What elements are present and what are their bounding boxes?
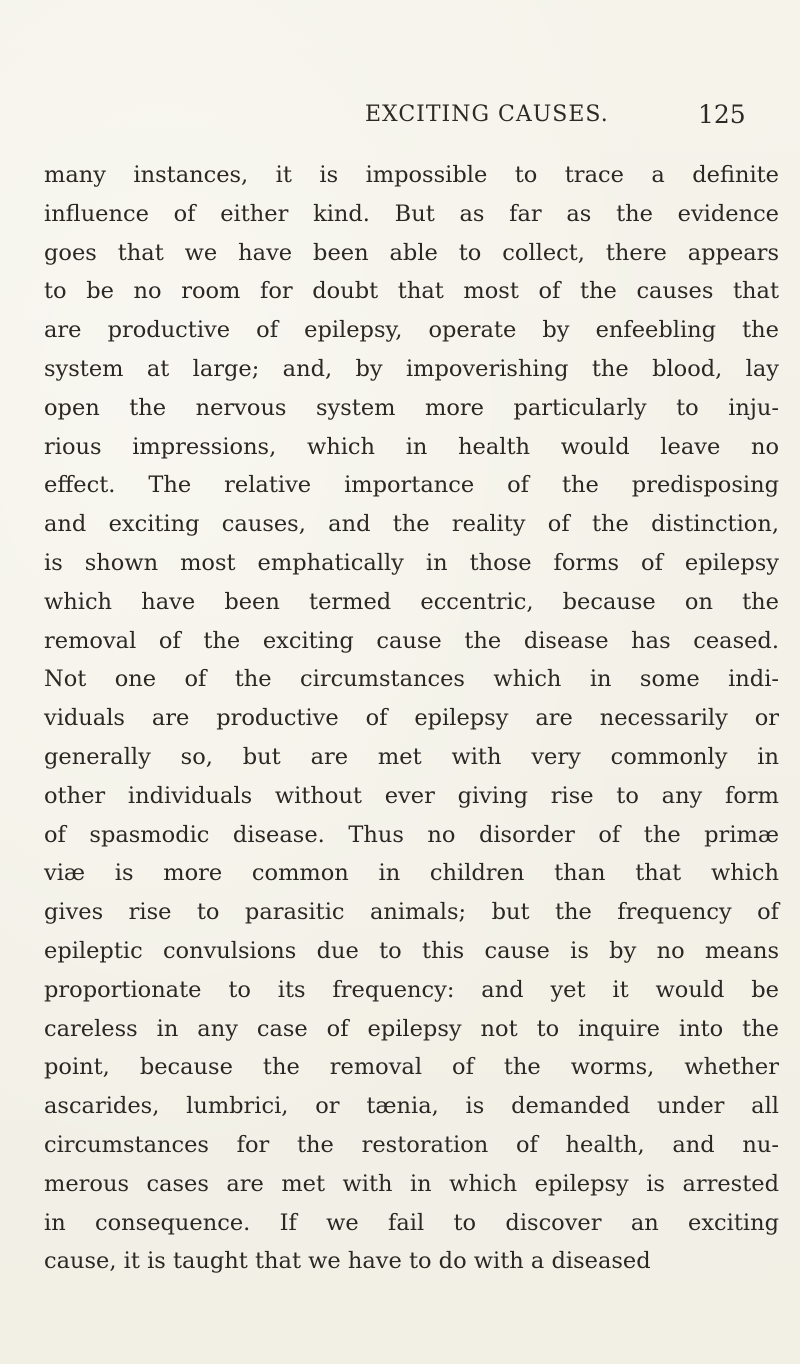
text-line: generally so, but are met with very commonly in [44,743,779,770]
text-line: other individuals without ever giving rise to any form [44,782,779,809]
text-line: point, because the removal of the worms, whether [44,1054,779,1081]
text-line: gives rise to parasitic animals; but the frequency of [44,899,779,926]
text-line: proportionate to its frequency: and yet it would be [44,976,779,1003]
text-line: of spasmodic disease. Thus no disorder of the primæ [44,821,779,848]
text-line: goes that we have been able to collect, there appears [44,239,779,266]
text-line: in consequence. If we fail to discover an exciting [44,1209,779,1236]
text-line: and exciting causes, and the reality of the distinction, [44,511,779,538]
text-line: rious impressions, which in health would leave no [44,433,779,460]
text-line: Not one of the circumstances which in some indi- [44,666,779,693]
text-line: effect. The relative importance of the predisposing [44,472,779,499]
text-line: viæ is more common in children than that which [44,860,779,887]
text-line: merous cases are met with in which epilepsy is arrested [44,1170,779,1197]
text-line: system at large; and, by impoverishing the blood, lay [44,355,779,382]
body-text [44,156,779,1281]
text-line: to be no room for doubt that most of the causes that [44,278,779,305]
text-line: viduals are productive of epilepsy are necessarily or [44,705,779,732]
text-line: ascarides, lumbrici, or tænia, is demanded under all [44,1093,779,1120]
text-line: circumstances for the restoration of health, and nu- [44,1131,779,1158]
page-number: 125 [698,100,746,129]
text-line: many instances, it is impossible to trace a definite [44,162,779,188]
text-line: are productive of epilepsy, operate by enfeebling the [44,317,779,344]
text-line: epileptic convulsions due to this cause is by no means [44,937,779,964]
text-line: careless in any case of epilepsy not to inquire into the [44,1015,779,1042]
text-line: which have been termed eccentric, because on the [44,588,779,615]
text-line: removal of the exciting cause the disease has ceased. [44,627,779,654]
text-line: open the nervous system more particularly to inju- [44,394,779,421]
text-line: is shown most emphatically in those forms of epilepsy [44,549,779,576]
text-line: influence of either kind. But as far as the evidence [44,200,779,227]
running-head [0,96,800,136]
text-line: cause, it is taught that we have to do with a diseased [44,1248,651,1275]
running-title: EXCITING CAUSES. [365,102,609,127]
